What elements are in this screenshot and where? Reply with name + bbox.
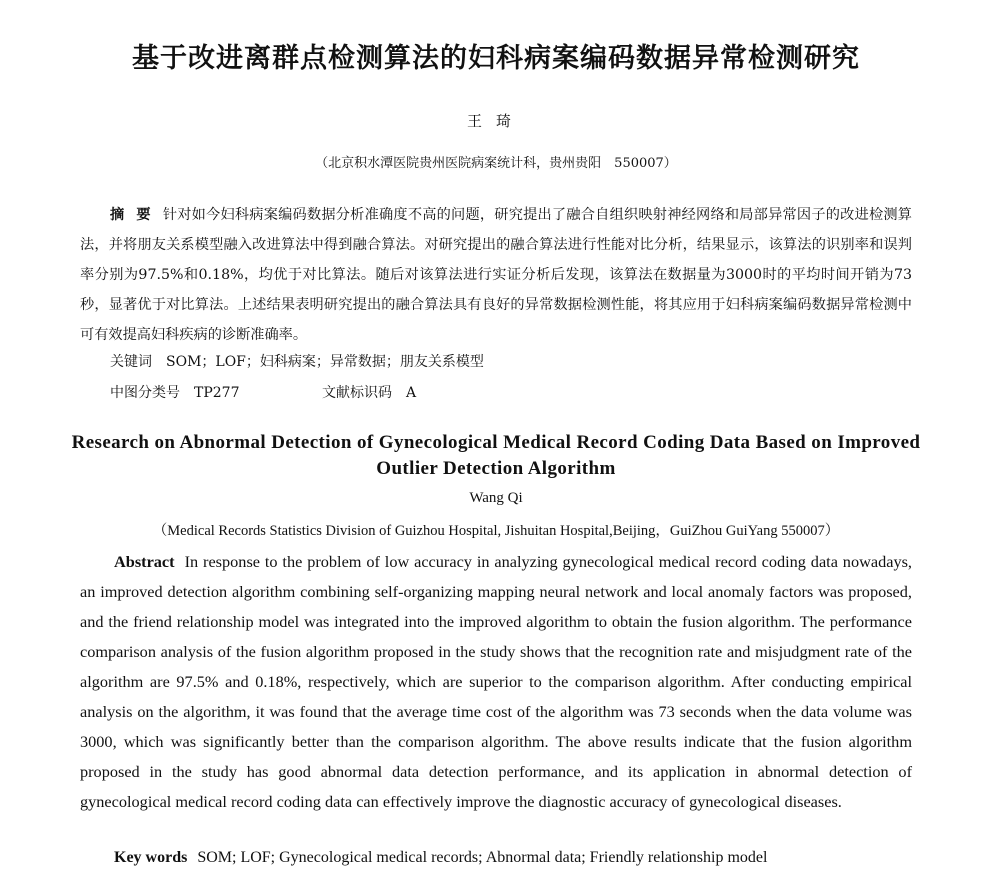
english-affiliation: （Medical Records Statistics Division of Guizhou Hospital, Jishuitan Hospital,Beijing，GuiZhou GuiYang 550007） [152, 523, 840, 539]
english-title: Research on Abnormal Detection of Gynecological Medical Record Coding Data Based on Improved Outlier Detection Algorithm [71, 432, 921, 479]
chinese-abstract-text: 针对如今妇科病案编码数据分析准确度不高的问题，研究提出了融合自组织映射神经网络和局部异常因子的改进检测算法，并将朋友关系模型融入改进算法中得到融合算法。对研究提出的融合算法进行性能对比分析，结果显示，该算法的识别率和误判率分别为97.5%和0.18%，均优于对比算法。随后对该算法进行实证分析后发现，该算法在数据量为3000时的平均时间开销为73秒，显著优于对比算法。上述结果表明研究提出的融合算法具有良好的异常数据检测性能，将其应用于妇科病案编码数据异常检测中可有效提高妇科疾病的诊断准确率。 [80, 207, 912, 343]
english-abstract [80, 547, 912, 817]
english-keywords-text: SOM; LOF; Gynecological medical records; Abnormal data; Friendly relationship model [197, 849, 768, 866]
english-keywords-label: Key words [114, 849, 188, 866]
chinese-keywords [110, 351, 484, 371]
chinese-abstract [80, 200, 912, 350]
chinese-keywords-label: 关键词 [110, 354, 152, 370]
chinese-affiliation: （北京积水潭医院贵州医院病案统计科，贵州贵阳 550007） [315, 156, 677, 171]
clc-label: 中图分类号 [110, 385, 180, 401]
chinese-author: 王琦 [466, 112, 525, 130]
doc-code-label: 文献标识码 [322, 385, 392, 401]
chinese-keywords-text: SOM；LOF；妇科病案；异常数据；朋友关系模型 [166, 354, 484, 370]
clc-value: TP277 [194, 385, 240, 401]
english-abstract-label: Abstract [114, 552, 175, 571]
english-abstract-text: In response to the problem of low accuracy in analyzing gynecological medical record coding data nowadays, an improved detection algorithm combining self-organizing mapping neural network and local anomaly factors was proposed, and the friend relationship model was integrated into the improved algorithm to obtain the fusion algorithm. The performance comparison analysis of the fusion algorithm proposed in the study shows that the recognition rate and misjudgment rate of the algorithm are 97.5% and 0.18%, respectively, which are superior to the comparison algorithm. After conducting empirical analysis on the algorithm, it was found that the average time cost of the algorithm was 73 seconds when the data volume was 3000, which was significantly better than the comparison algorithm. The above results indicate that the fusion algorithm proposed in the study has good abnormal data detection performance, and its application in abnormal detection of gynecological medical record coding data can effectively improve the diagnostic accuracy of gynecological diseases. [80, 552, 912, 811]
english-keywords [114, 849, 767, 867]
doc-code-value: A [406, 385, 417, 401]
chinese-classification [110, 382, 239, 402]
chinese-document-code [322, 382, 416, 402]
english-author: Wang Qi [469, 490, 523, 506]
chinese-title: 基于改进离群点检测算法的妇科病案编码数据异常检测研究 [132, 43, 860, 74]
chinese-abstract-label: 摘要 [110, 207, 163, 223]
